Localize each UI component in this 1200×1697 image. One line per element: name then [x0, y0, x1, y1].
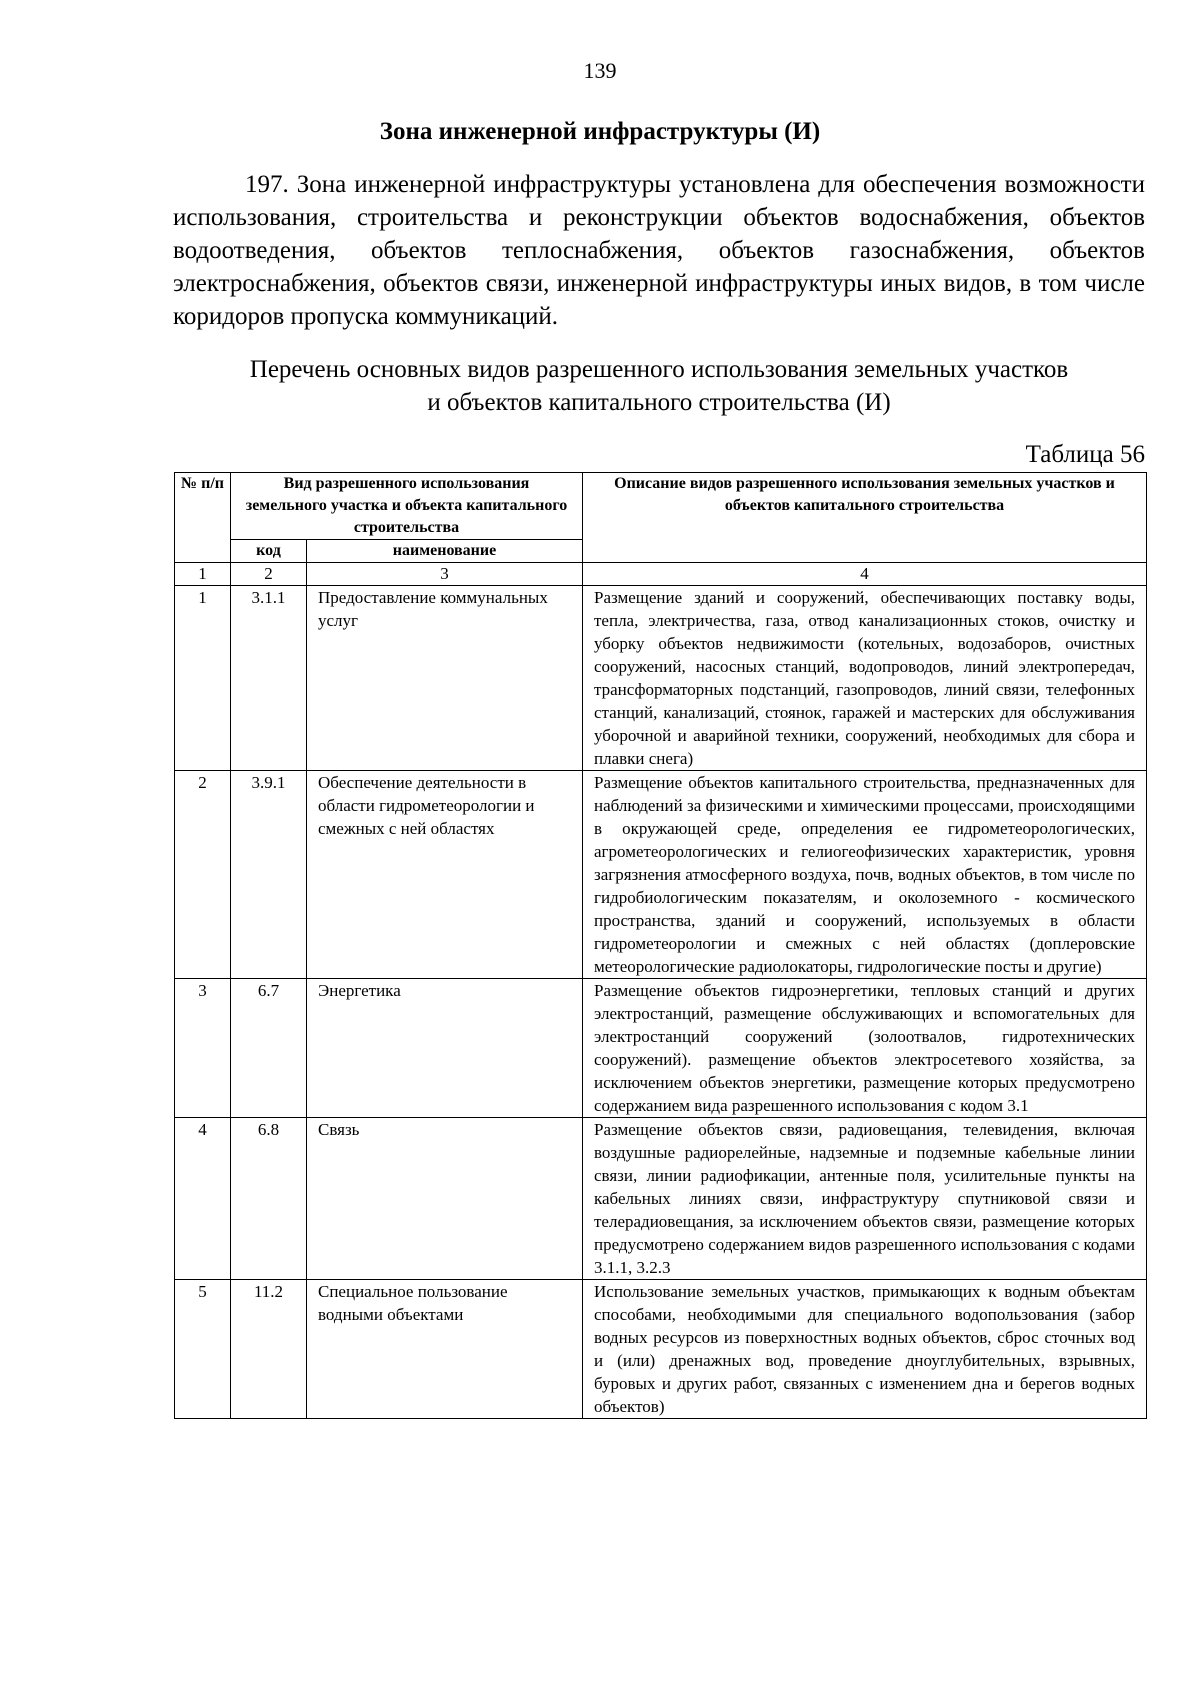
table-caption: Таблица 56 [1025, 441, 1145, 468]
row-name: Обеспечение деятельности в области гидрометеорологии и смежных с ней областях [307, 771, 583, 979]
row-code: 3.9.1 [231, 771, 307, 979]
table-row [175, 771, 1147, 979]
table-row [175, 979, 1147, 1118]
page-number: 139 [583, 58, 617, 83]
table-row [175, 1280, 1147, 1419]
land-use-table [174, 472, 1147, 1419]
header-kind: Вид разрешенного использования земельного участка и объекта капитального строительства [231, 473, 583, 540]
row-name: Специальное пользование водными объектами [307, 1280, 583, 1419]
row-description: Использование земельных участков, примыкающих к водным объектам способами, необходимыми для специального водопользования (забор водных ресурсов из поверхностных водных объектов, сброс сточных вод и (или) дренажных вод, проведение дноуглубительных, взрывных, буровых и других работ, связанных с изменением дна и берегов водных объектов) [583, 1280, 1147, 1419]
header-name: наименование [307, 540, 583, 563]
row-number: 3 [175, 979, 231, 1118]
row-number: 5 [175, 1280, 231, 1419]
row-description: Размещение объектов связи, радиовещания, телевидения, включая воздушные радиорелейные, надземные и подземные кабельные линии связи, линии радиофикации, антенные поля, усилительные пункты на кабельных линиях связи, инфраструктуру спутниковой связи и телерадиовещания, за исключением объектов связи, размещение которых предусмотрено содержанием видов разрешенного использования с кодами 3.1.1, 3.2.3 [583, 1118, 1147, 1280]
table-row [175, 1118, 1147, 1280]
column-number: 4 [583, 563, 1147, 586]
column-number: 1 [175, 563, 231, 586]
row-name: Энергетика [307, 979, 583, 1118]
list-title [173, 353, 1145, 419]
row-code: 6.7 [231, 979, 307, 1118]
zone-title: Зона инженерной инфраструктуры (И) [379, 118, 821, 145]
row-number: 1 [175, 586, 231, 771]
row-description: Размещение зданий и сооружений, обеспечивающих поставку воды, тепла, электричества, газа, отвод канализационных стоков, очистку и уборку объектов недвижимости (котельных, водозаборов, очистных сооружений, насосных станций, водопроводов, линий электропередач, трансформаторных подстанций, газопроводов, линий связи, телефонных станций, канализаций, стоянок, гаражей и мастерских для обслуживания уборочной и аварийной техники, сооружений, необходимых для сбора и плавки снега) [583, 586, 1147, 771]
column-number-row [175, 563, 1147, 586]
table-header-row [175, 473, 1147, 540]
list-title-line-1: Перечень основных видов разрешенного использования земельных участков [249, 356, 1069, 383]
column-number: 3 [307, 563, 583, 586]
row-name: Предоставление коммунальных услуг [307, 586, 583, 771]
header-description: Описание видов разрешенного использования земельных участков и объектов капитального строительства [583, 473, 1147, 563]
header-num: № п/п [175, 473, 231, 563]
row-name: Связь [307, 1118, 583, 1280]
list-title-line-2: и объектов капитального строительства (И) [427, 389, 891, 416]
row-code: 11.2 [231, 1280, 307, 1419]
header-code: код [231, 540, 307, 563]
paragraph-197: 197. Зона инженерной инфраструктуры установлена для обеспечения возможности использования, строительства и реконструкции объектов водоснабжения, объектов водоотведения, объектов теплоснабжения, объектов газоснабжения, объектов электроснабжения, объектов связи, инженерной инфраструктуры иных видов, в том числе коридоров пропуска коммуникаций. [173, 171, 1145, 330]
row-description: Размещение объектов гидроэнергетики, тепловых станций и других электростанций, размещение обслуживающих и вспомогательных для электростанций сооружений (золоотвалов, гидротехнических сооружений). размещение объектов электросетевого хозяйства, за исключением объектов энергетики, размещение которых предусмотрено содержанием вида разрешенного использования с кодом 3.1 [583, 979, 1147, 1118]
row-code: 3.1.1 [231, 586, 307, 771]
column-number: 2 [231, 563, 307, 586]
row-number: 4 [175, 1118, 231, 1280]
row-code: 6.8 [231, 1118, 307, 1280]
row-number: 2 [175, 771, 231, 979]
row-description: Размещение объектов капитального строительства, предназначенных для наблюдений за физическими и химическими процессами, происходящими в окружающей среде, определения ее гидрометеорологических, агрометеорологических и гелиогеофизических характеристик, уровня загрязнения атмосферного воздуха, почв, водных объектов, в том числе по гидробиологическим показателям, и околоземного - космического пространства, зданий и сооружений, используемых в области гидрометеорологии и смежных с ней областях (доплеровские метеорологические радиолокаторы, гидрологические посты и другие) [583, 771, 1147, 979]
table-row [175, 586, 1147, 771]
